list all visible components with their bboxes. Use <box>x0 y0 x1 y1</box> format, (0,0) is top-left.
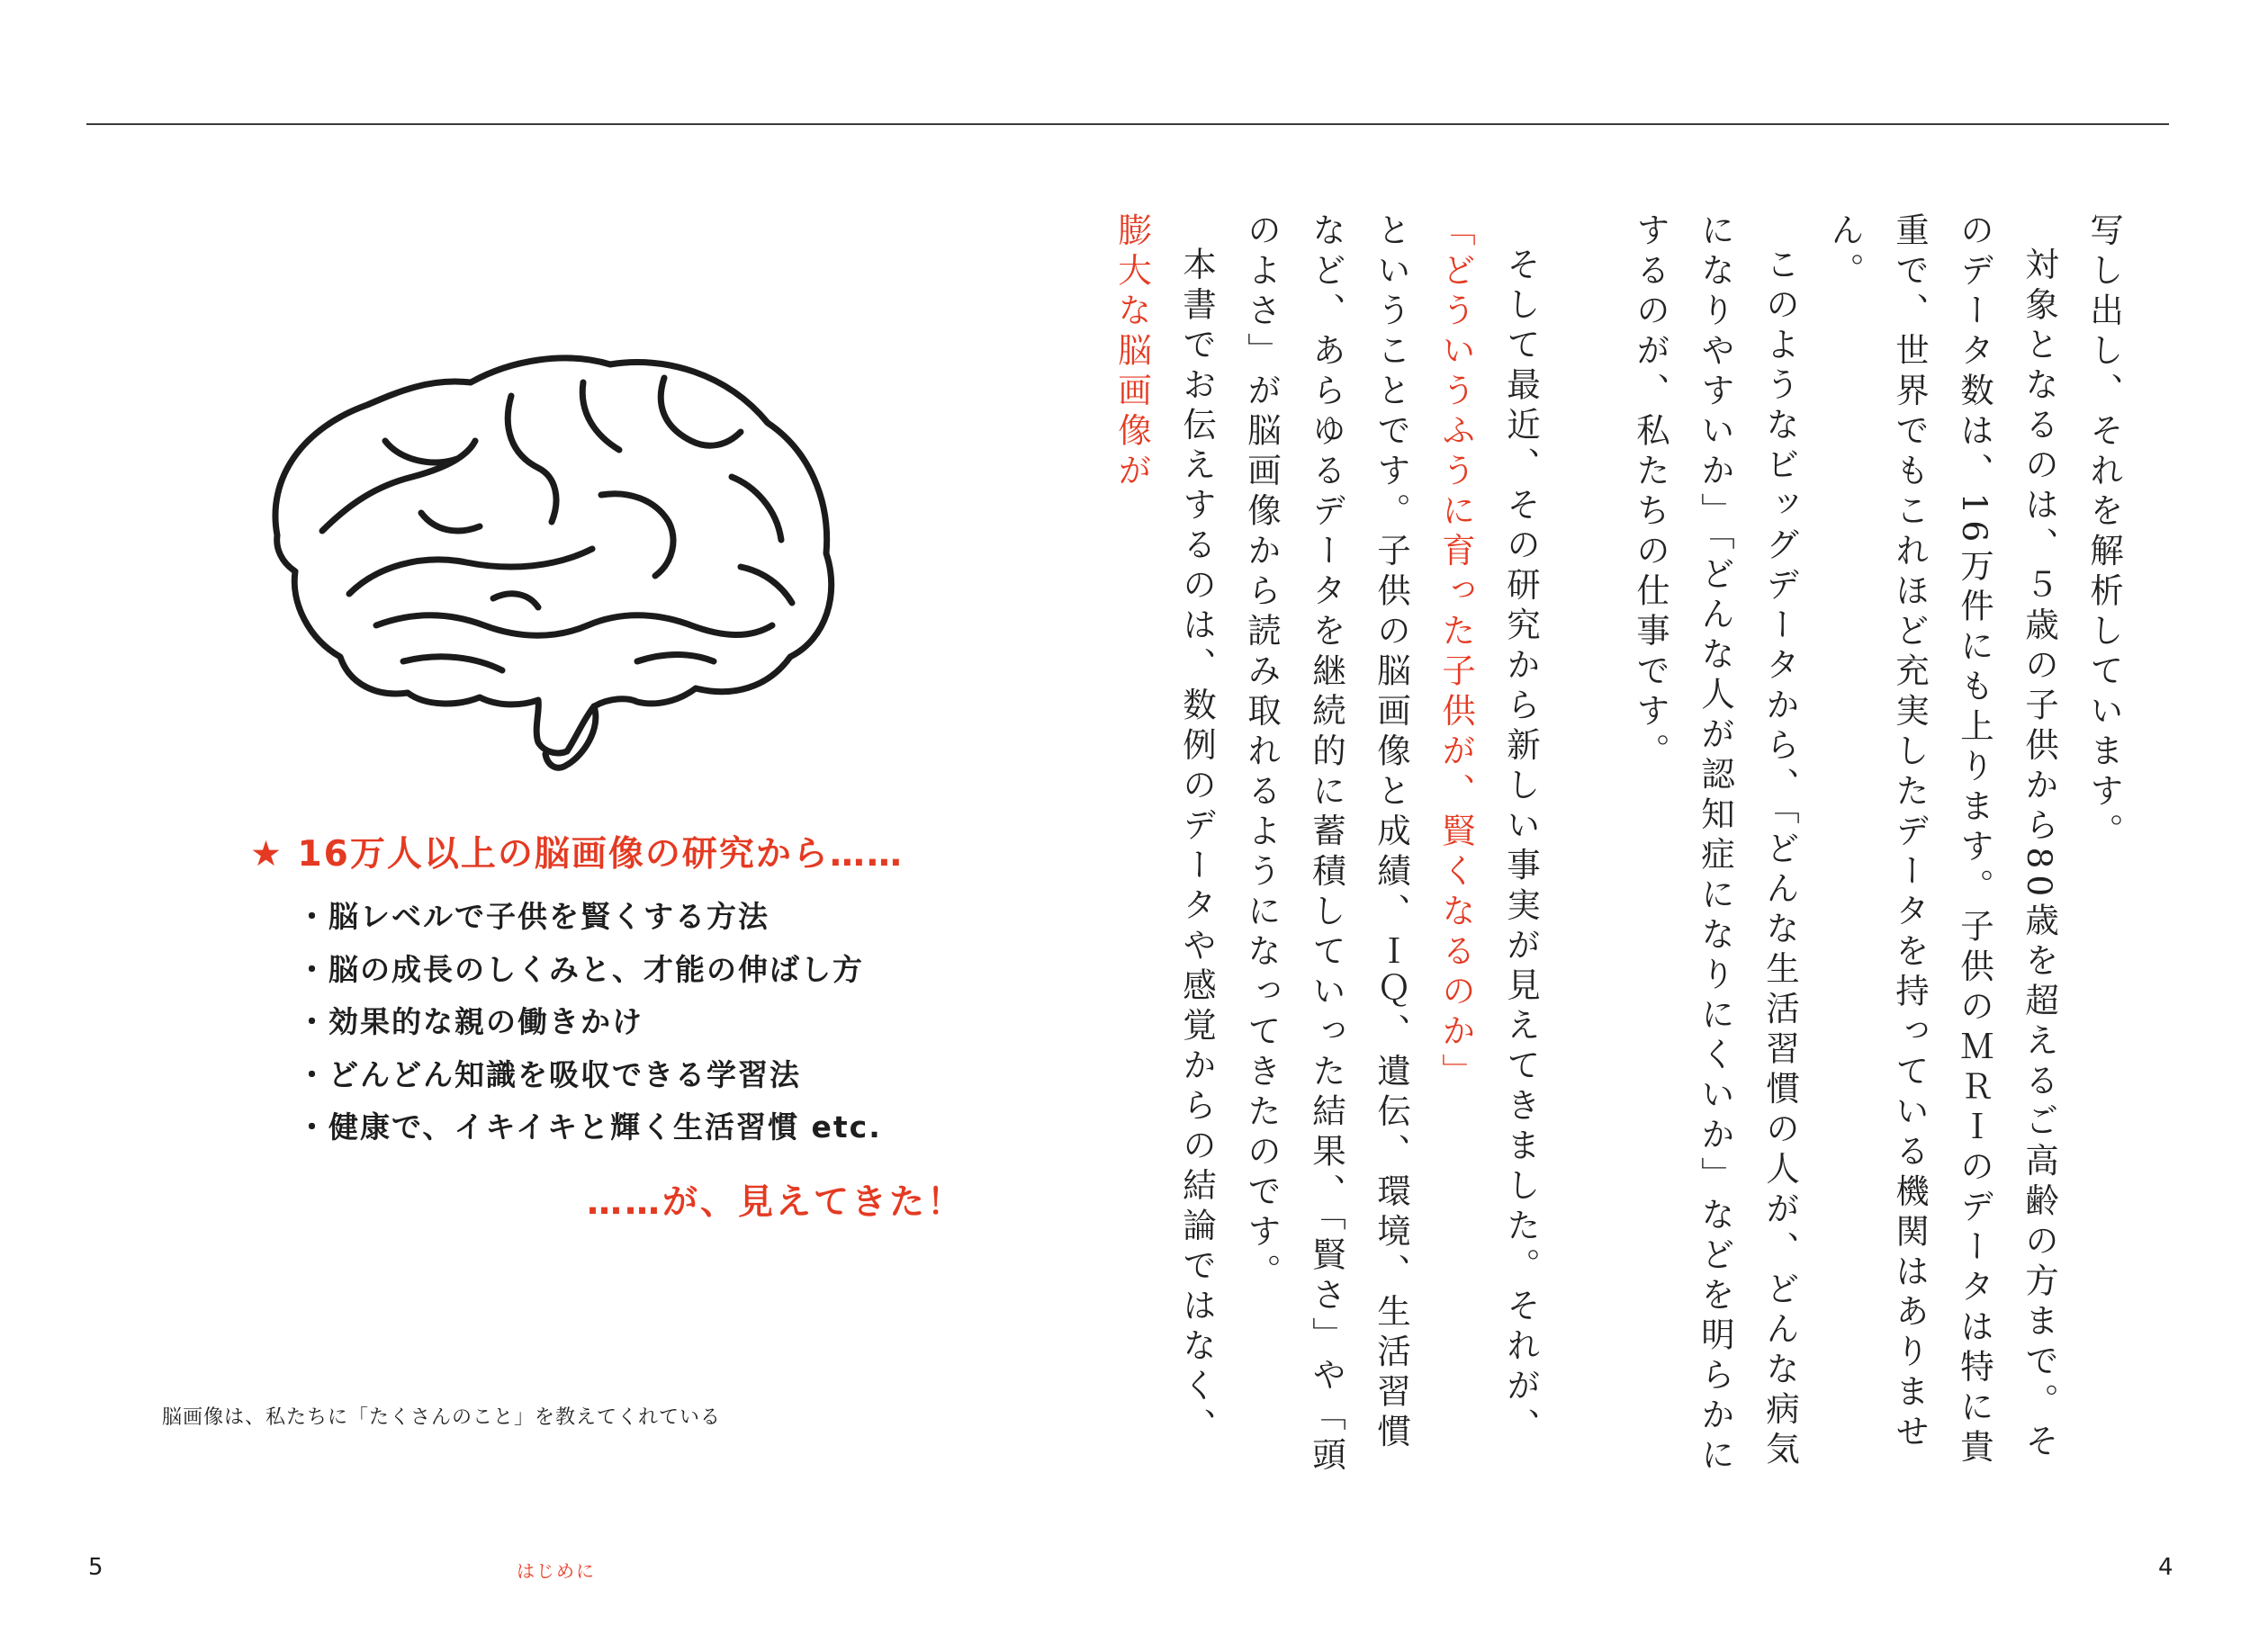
body-paragraph: 本書でお伝えするのは、数例のデータや感覚からの結論ではなく、 <box>1177 246 1217 1448</box>
list-item: ・脳レベルで子供を賢くする方法 <box>297 899 770 934</box>
running-head: はじめに <box>517 1560 596 1582</box>
conclusion-text: ……が、見えてきた！ <box>587 1182 966 1223</box>
body-paragraph: このようなビッグデータから、「どんな生活習慣の人が、どんな病気になりやすいか」「どんな人が認知症になりにくいか」などを明らかにするのが、私たちの仕事です。 <box>1631 212 1800 1477</box>
brain-icon <box>241 342 853 810</box>
findings-list <box>297 891 882 1154</box>
image-caption: 脳画像は、私たちに「たくさんのこと」を教えてくれている <box>162 1406 722 1429</box>
page-number-left: 5 <box>88 1554 104 1581</box>
header-rule <box>86 123 2169 125</box>
body-paragraph: 対象となるのは、５歳の子供から80歳を超えるご高齢の方まで。そのデータ数は、16万件にも上ります。子供のＭＲＩのデータは特に貴重で、世界でもこれほど充実したデータを持っている機関はありません。 <box>1825 212 2059 1469</box>
body-paragraph <box>1553 212 1618 1490</box>
vertical-body-text <box>1112 212 2137 1490</box>
list-item: ・どんどん知識を吸収できる学習法 <box>297 1056 801 1092</box>
body-paragraph: 膨大な脳画像が <box>1112 212 1152 493</box>
star-heading: ★ 16万人以上の脳画像の研究から…… <box>250 834 904 875</box>
list-item: ・健康で、イキイキと輝く生活習慣 etc. <box>297 1109 882 1145</box>
page-number-right: 4 <box>2158 1554 2174 1581</box>
list-item: ・効果的な親の働きかけ <box>297 1004 644 1039</box>
body-paragraph: ということです。子供の脳画像と成績、ＩＱ、遺伝、環境、生活習慣など、あらゆるデータを継続的に蓄積していった結果、「賢さ」や「頭のよさ」が脳画像から読み取れるようになってきたのです。 <box>1242 212 1411 1477</box>
body-paragraph: 写し出し、それを解析しています。 <box>2084 212 2124 853</box>
list-item: ・脳の成長のしくみと、才能の伸ばし方 <box>297 951 864 987</box>
body-paragraph: 「どういうふうに育った子供が、賢くなるのか」 <box>1436 212 1476 1093</box>
body-paragraph: そして最近、その研究から新しい事実が見えてきました。それが、 <box>1501 246 1541 1448</box>
